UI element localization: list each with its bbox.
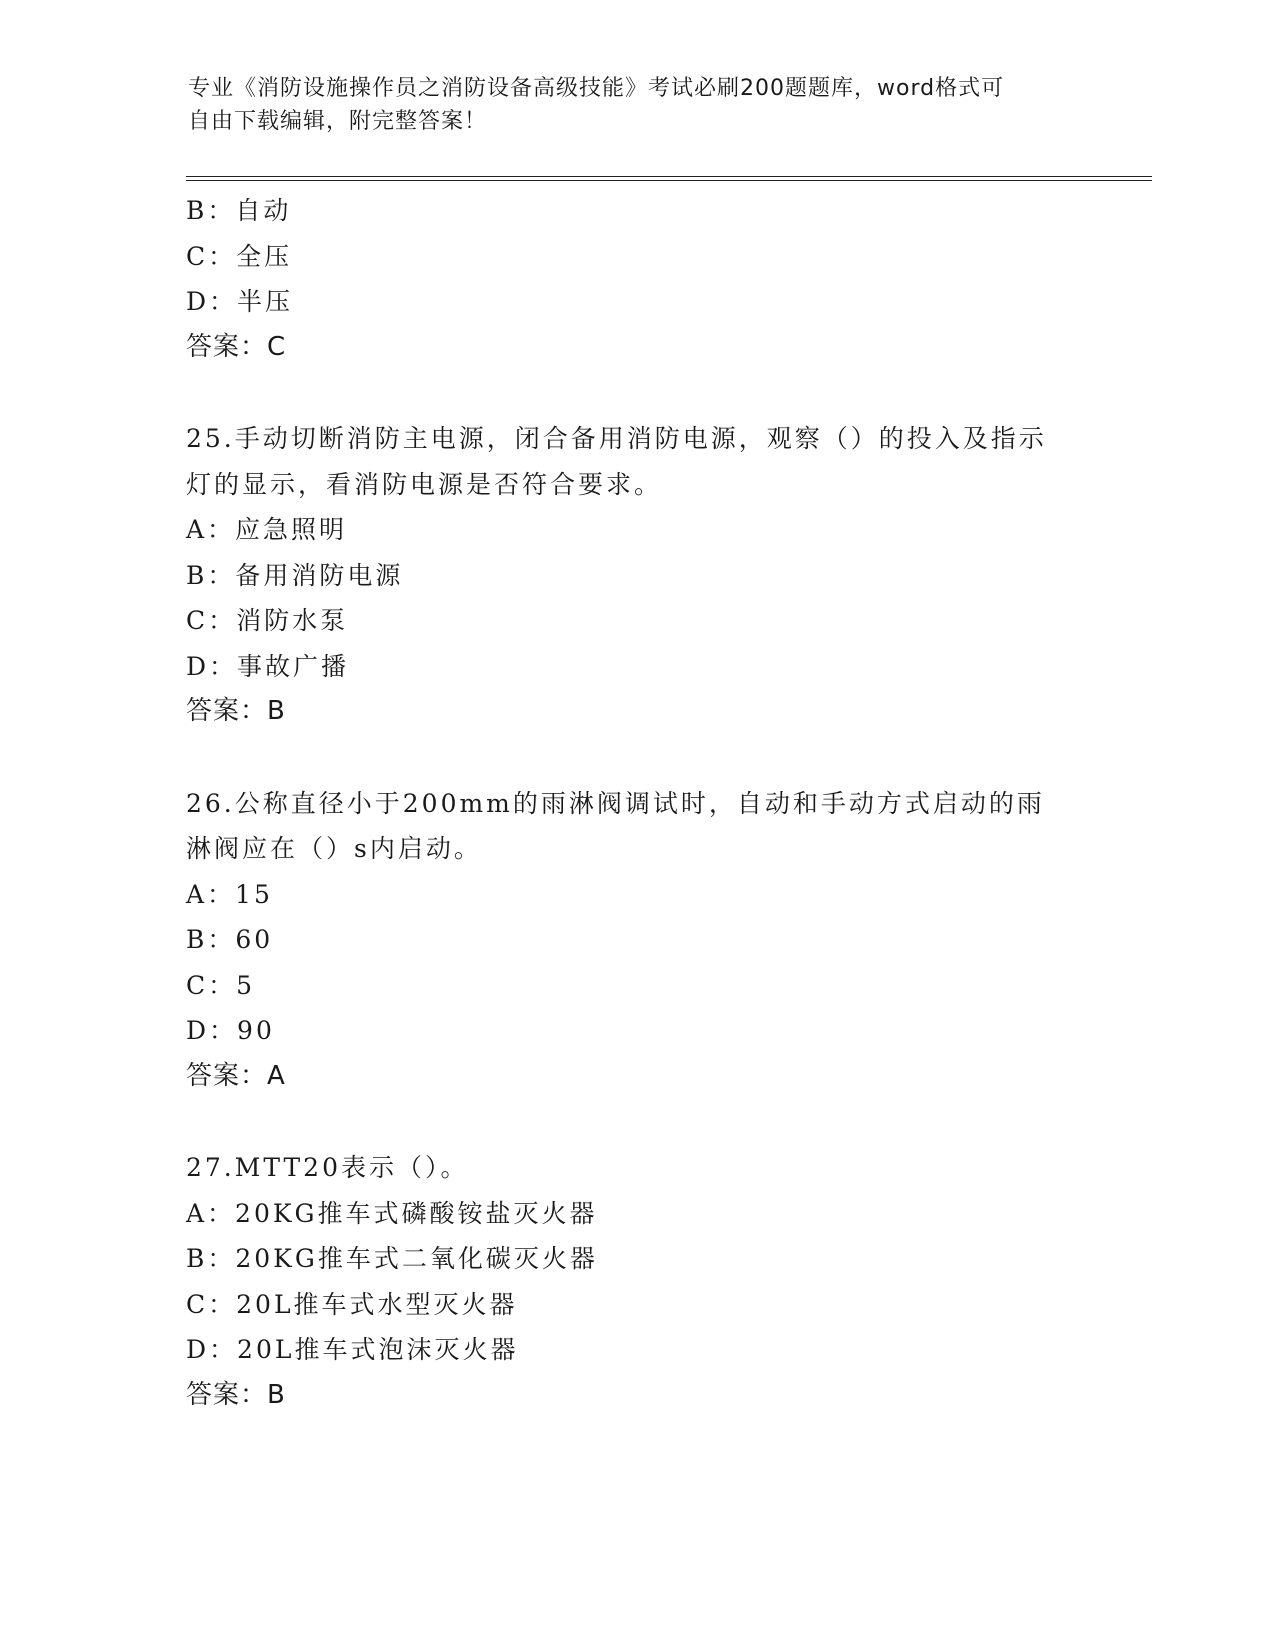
header-divider [186,176,1152,181]
prev-question-tail [186,188,1086,370]
question-27 [186,1145,1086,1418]
option-d: D：20L推车式泡沫灭火器 [186,1335,519,1364]
option-c: C：5 [186,970,256,1000]
option-d: D：半压 [186,287,294,316]
header-line-1: 专业《消防设施操作员之消防设备高级技能》考试必刷200题题库，word格式可 [188,76,1005,101]
option-a: A：应急照明 [186,515,348,544]
option-c: C：全压 [186,241,293,271]
page-header [188,72,1068,138]
option-b: B：自动 [186,196,292,225]
option-c: C：20L推车式水型灭火器 [186,1289,518,1319]
option-d: D：事故广播 [186,651,350,681]
answer: 答案：B [186,1379,286,1410]
question-26 [186,781,1086,1100]
header-line-2: 自由下载编辑，附完整答案！ [188,109,488,134]
question-text: 27.MTT20表示（）。 [186,1153,469,1182]
answer: 答案：B [186,696,286,726]
option-a: A：15 [186,879,273,909]
option-b: B：备用消防电源 [186,560,404,590]
option-b: B：60 [186,925,274,954]
option-d: D：90 [186,1016,275,1045]
question-text: 26.公称直径小于200mm的雨淋阀调试时，自动和手动方式启动的雨淋阀应在（）s内启动。 [186,788,1045,863]
answer: 答案：C [186,331,287,362]
question-list [186,188,1086,1418]
option-a: A：20KG推车式磷酸铵盐灭火器 [186,1198,598,1228]
option-b: B：20KG推车式二氧化碳灭火器 [186,1244,598,1273]
question-25 [186,416,1086,735]
question-text: 25.手动切断消防主电源，闭合备用消防电源，观察（）的投入及指示灯的显示，看消防电源是否符合要求。 [186,424,1047,499]
answer: 答案：A [186,1060,286,1091]
option-c: C：消防水泵 [186,606,349,635]
